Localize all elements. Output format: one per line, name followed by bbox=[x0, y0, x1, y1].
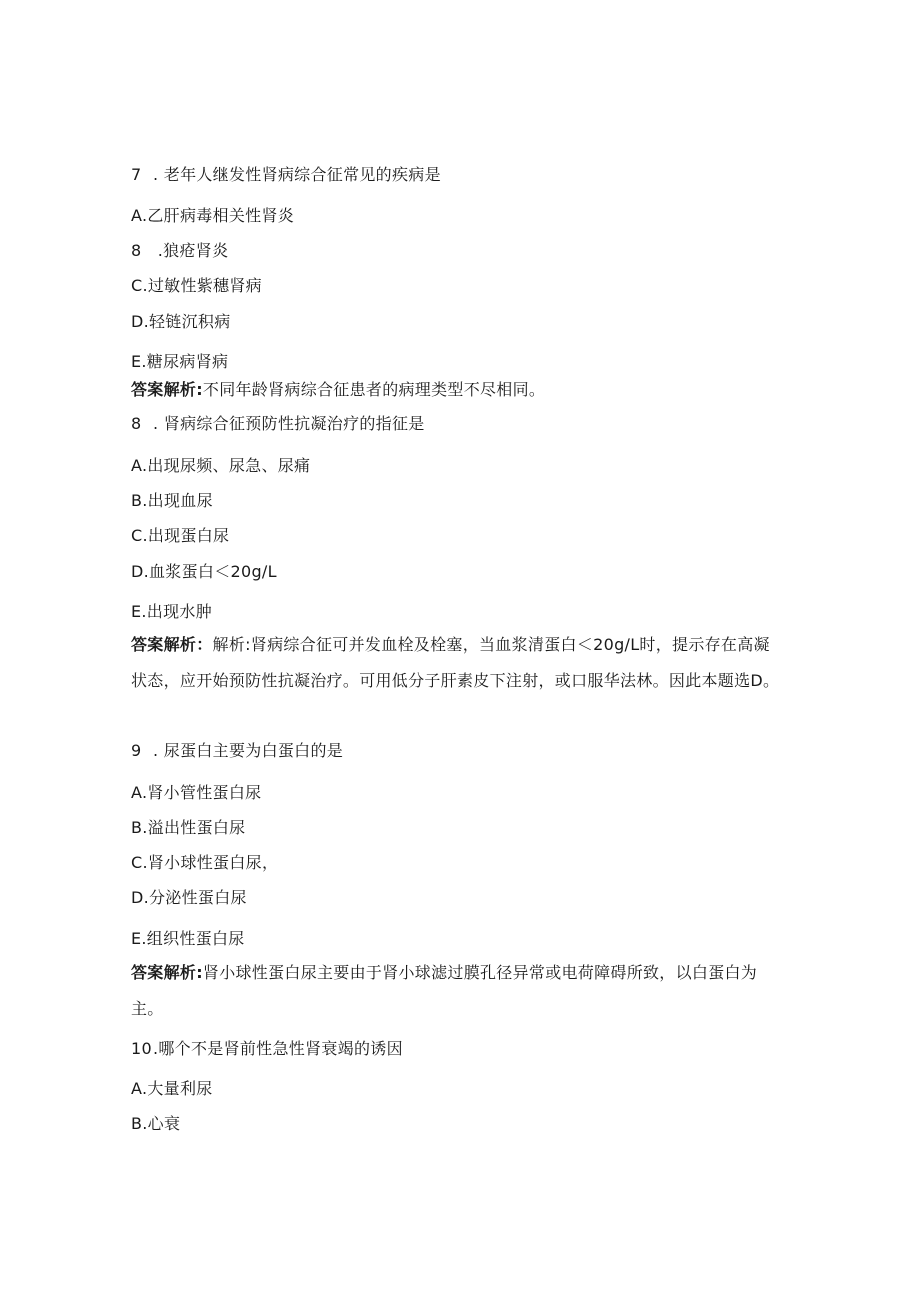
option-c: C.肾小球性蛋白尿， bbox=[131, 853, 279, 872]
question-7 bbox=[131, 165, 441, 185]
option-e: E.组织性蛋白尿 bbox=[131, 929, 245, 948]
option-c: C.过敏性紫穗肾病 bbox=[131, 276, 262, 295]
answer-text: 肾小球性蛋白尿主要由于肾小球滤过膜孔径异常或电荷障碍所致，以白蛋白为主。 bbox=[131, 963, 758, 1018]
question-10 bbox=[131, 1039, 403, 1059]
answer-text: 不同年龄肾病综合征患者的病理类型不尽相同。 bbox=[202, 380, 546, 399]
question-8 bbox=[131, 414, 425, 434]
question-text: . 尿蛋白主要为白蛋白的是 bbox=[153, 741, 344, 760]
option-e: E.糖尿病肾病 bbox=[131, 352, 229, 371]
option-d: D.轻链沉积病 bbox=[131, 312, 231, 331]
option-b: B.溢出性蛋白尿 bbox=[131, 818, 246, 837]
option-b: 8 .狼疮肾炎 bbox=[131, 241, 229, 260]
answer-label: 答案解析: bbox=[131, 380, 203, 399]
option-d: D.血浆蛋白＜20g∕L bbox=[131, 562, 277, 581]
question-number: 8 bbox=[131, 414, 142, 433]
answer-label: 答案解析： bbox=[131, 635, 213, 654]
answer-label: 答案解析: bbox=[131, 963, 203, 982]
option-c: C.出现蛋白尿 bbox=[131, 526, 230, 545]
option-b: B.出现血尿 bbox=[131, 491, 213, 510]
answer-explanation bbox=[131, 627, 781, 699]
question-text: . 老年人继发性肾病综合征常见的疾病是 bbox=[153, 165, 441, 184]
question-text: . 肾病综合征预防性抗凝治疗的指征是 bbox=[153, 414, 425, 433]
option-a: A.乙肝病毒相关性肾炎 bbox=[131, 206, 295, 225]
answer-explanation bbox=[131, 380, 545, 400]
question-9 bbox=[131, 741, 343, 761]
answer-explanation bbox=[131, 955, 781, 1027]
question-number: 7 bbox=[131, 165, 142, 184]
question-number: 10 bbox=[131, 1039, 152, 1058]
option-e: E.出现水肿 bbox=[131, 602, 212, 621]
option-b: B.心衰 bbox=[131, 1114, 181, 1133]
question-text: .哪个不是肾前性急性肾衰竭的诱因 bbox=[153, 1039, 403, 1058]
answer-text: 解析:肾病综合征可并发血栓及栓塞，当血浆清蛋白＜20g∕L时，提示存在高凝状态，应开始预防性抗凝治疗。可用低分子肝素皮下注射，或口服华法林。因此本题选D。 bbox=[131, 635, 780, 690]
option-d: D.分泌性蛋白尿 bbox=[131, 888, 247, 907]
option-a: A.肾小管性蛋白尿 bbox=[131, 783, 262, 802]
question-number: 9 bbox=[131, 741, 142, 760]
option-a: A.大量利尿 bbox=[131, 1079, 213, 1098]
option-a: A.出现尿频、尿急、尿痛 bbox=[131, 456, 311, 475]
